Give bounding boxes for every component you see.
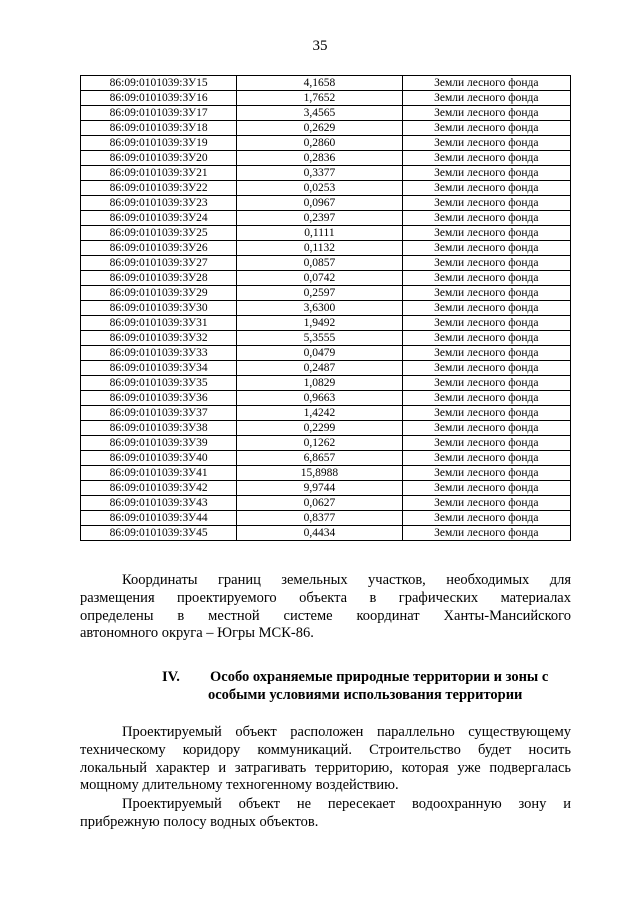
table-row <box>81 181 571 196</box>
table-row <box>81 286 571 301</box>
parcel-id-cell: 86:09:0101039:ЗУ41 <box>81 466 237 481</box>
parcel-area-cell: 1,7652 <box>237 91 402 106</box>
parcel-id-cell: 86:09:0101039:ЗУ16 <box>81 91 237 106</box>
section-title-line1: Особо охраняемые природные территории и зоны с <box>210 669 549 685</box>
parcel-category-cell: Земли лесного фонда <box>402 91 570 106</box>
table-row <box>81 481 571 496</box>
parcel-area-cell: 15,8988 <box>237 466 402 481</box>
parcel-category-cell: Земли лесного фонда <box>402 226 570 241</box>
parcel-category-cell: Земли лесного фонда <box>402 466 570 481</box>
paragraph-line: Проектируемый объект не пересекает водоохранную зону и <box>122 796 571 812</box>
table-row <box>81 256 571 271</box>
parcel-category-cell: Земли лесного фонда <box>402 451 570 466</box>
table-row <box>81 406 571 421</box>
table-row <box>81 376 571 391</box>
parcel-id-cell: 86:09:0101039:ЗУ35 <box>81 376 237 391</box>
table-row <box>81 511 571 526</box>
parcel-category-cell: Земли лесного фонда <box>402 106 570 121</box>
table-row <box>81 271 571 286</box>
parcel-id-cell: 86:09:0101039:ЗУ28 <box>81 271 237 286</box>
table-row <box>81 346 571 361</box>
parcel-category-cell: Земли лесного фонда <box>402 121 570 136</box>
parcel-area-cell: 5,3555 <box>237 331 402 346</box>
parcel-category-cell: Земли лесного фонда <box>402 421 570 436</box>
parcel-area-cell: 0,9663 <box>237 391 402 406</box>
parcel-area-cell: 0,8377 <box>237 511 402 526</box>
table-row <box>81 91 571 106</box>
parcel-id-cell: 86:09:0101039:ЗУ44 <box>81 511 237 526</box>
parcel-category-cell: Земли лесного фонда <box>402 196 570 211</box>
table-row <box>81 76 571 91</box>
parcel-area-cell: 0,4434 <box>237 526 402 541</box>
paragraph-line: локальный характер и затрагивать территорию, которая уже подвергалась <box>80 759 571 776</box>
parcel-category-cell: Земли лесного фонда <box>402 271 570 286</box>
parcel-id-cell: 86:09:0101039:ЗУ27 <box>81 256 237 271</box>
parcel-id-cell: 86:09:0101039:ЗУ23 <box>81 196 237 211</box>
parcel-category-cell: Земли лесного фонда <box>402 256 570 271</box>
parcel-id-cell: 86:09:0101039:ЗУ34 <box>81 361 237 376</box>
parcel-area-cell: 0,1262 <box>237 436 402 451</box>
table-row <box>81 466 571 481</box>
parcel-area-cell: 4,1658 <box>237 76 402 91</box>
parcel-area-cell: 0,1132 <box>237 241 402 256</box>
paragraph-water <box>80 796 571 832</box>
parcel-id-cell: 86:09:0101039:ЗУ40 <box>81 451 237 466</box>
table-row <box>81 436 571 451</box>
parcel-category-cell: Земли лесного фонда <box>402 406 570 421</box>
page-number: 35 <box>312 38 328 54</box>
parcel-category-cell: Земли лесного фонда <box>402 76 570 91</box>
parcel-area-cell: 3,6300 <box>237 301 402 316</box>
parcel-id-cell: 86:09:0101039:ЗУ25 <box>81 226 237 241</box>
parcel-id-cell: 86:09:0101039:ЗУ21 <box>81 166 237 181</box>
parcel-category-cell: Земли лесного фонда <box>402 181 570 196</box>
parcel-area-cell: 0,3377 <box>237 166 402 181</box>
parcel-area-cell: 6,8657 <box>237 451 402 466</box>
parcel-area-cell: 0,0627 <box>237 496 402 511</box>
parcel-area-cell: 1,0829 <box>237 376 402 391</box>
table-row <box>81 241 571 256</box>
table-row <box>81 316 571 331</box>
parcel-area-cell: 0,1111 <box>237 226 402 241</box>
table-row <box>81 136 571 151</box>
parcel-category-cell: Земли лесного фонда <box>402 241 570 256</box>
paragraph-line: размещения проектируемого объекта в графических материалах <box>80 589 571 606</box>
parcel-area-cell: 1,9492 <box>237 316 402 331</box>
parcel-category-cell: Земли лесного фонда <box>402 496 570 511</box>
parcel-category-cell: Земли лесного фонда <box>402 436 570 451</box>
parcel-category-cell: Земли лесного фонда <box>402 361 570 376</box>
paragraph-line: техническому коридору коммуникаций. Строительство будет носить <box>80 741 571 758</box>
parcel-id-cell: 86:09:0101039:ЗУ36 <box>81 391 237 406</box>
parcel-category-cell: Земли лесного фонда <box>402 376 570 391</box>
parcel-area-cell: 0,0479 <box>237 346 402 361</box>
parcel-area-cell: 3,4565 <box>237 106 402 121</box>
table-row <box>81 226 571 241</box>
parcels-table-body <box>81 76 571 541</box>
parcel-category-cell: Земли лесного фонда <box>402 346 570 361</box>
parcel-id-cell: 86:09:0101039:ЗУ22 <box>81 181 237 196</box>
parcel-category-cell: Земли лесного фонда <box>402 481 570 496</box>
paragraph-line: определены в местной системе координат Ханты-Мансийского <box>80 607 571 624</box>
table-row <box>81 196 571 211</box>
parcel-id-cell: 86:09:0101039:ЗУ32 <box>81 331 237 346</box>
table-row <box>81 496 571 511</box>
table-row <box>81 451 571 466</box>
parcel-area-cell: 0,0742 <box>237 271 402 286</box>
paragraph-line: мощному длительному техногенному воздействию. <box>80 777 399 794</box>
parcel-area-cell: 0,0967 <box>237 196 402 211</box>
parcel-id-cell: 86:09:0101039:ЗУ15 <box>81 76 237 91</box>
parcel-id-cell: 86:09:0101039:ЗУ19 <box>81 136 237 151</box>
paragraph-line: прибрежную полосу водных объектов. <box>80 813 319 830</box>
parcel-id-cell: 86:09:0101039:ЗУ37 <box>81 406 237 421</box>
parcel-id-cell: 86:09:0101039:ЗУ43 <box>81 496 237 511</box>
parcel-category-cell: Земли лесного фонда <box>402 166 570 181</box>
parcel-category-cell: Земли лесного фонда <box>402 151 570 166</box>
paragraph-coordinates <box>80 572 571 643</box>
parcel-id-cell: 86:09:0101039:ЗУ31 <box>81 316 237 331</box>
parcel-id-cell: 86:09:0101039:ЗУ39 <box>81 436 237 451</box>
parcel-id-cell: 86:09:0101039:ЗУ45 <box>81 526 237 541</box>
parcel-area-cell: 9,9744 <box>237 481 402 496</box>
parcel-category-cell: Земли лесного фонда <box>402 331 570 346</box>
parcel-id-cell: 86:09:0101039:ЗУ17 <box>81 106 237 121</box>
parcel-area-cell: 0,2629 <box>237 121 402 136</box>
parcel-area-cell: 0,2487 <box>237 361 402 376</box>
section-number: IV. <box>162 669 180 685</box>
paragraph-line: автономного округа – Югры МСК-86. <box>80 625 314 642</box>
parcel-category-cell: Земли лесного фонда <box>402 136 570 151</box>
parcel-category-cell: Земли лесного фонда <box>402 391 570 406</box>
parcel-category-cell: Земли лесного фонда <box>402 316 570 331</box>
paragraph-line: Координаты границ земельных участков, необходимых для <box>122 572 571 588</box>
section-title-line2: особыми условиями использования территории <box>208 687 523 703</box>
parcel-category-cell: Земли лесного фонда <box>402 286 570 301</box>
parcel-area-cell: 0,0253 <box>237 181 402 196</box>
parcel-id-cell: 86:09:0101039:ЗУ33 <box>81 346 237 361</box>
parcel-id-cell: 86:09:0101039:ЗУ42 <box>81 481 237 496</box>
table-row <box>81 106 571 121</box>
parcel-id-cell: 86:09:0101039:ЗУ30 <box>81 301 237 316</box>
parcel-area-cell: 1,4242 <box>237 406 402 421</box>
parcel-id-cell: 86:09:0101039:ЗУ20 <box>81 151 237 166</box>
parcel-id-cell: 86:09:0101039:ЗУ24 <box>81 211 237 226</box>
parcel-area-cell: 0,2597 <box>237 286 402 301</box>
table-row <box>81 151 571 166</box>
table-row <box>81 361 571 376</box>
parcel-id-cell: 86:09:0101039:ЗУ29 <box>81 286 237 301</box>
parcel-category-cell: Земли лесного фонда <box>402 301 570 316</box>
table-row <box>81 211 571 226</box>
parcel-area-cell: 0,2836 <box>237 151 402 166</box>
parcel-id-cell: 86:09:0101039:ЗУ38 <box>81 421 237 436</box>
parcel-category-cell: Земли лесного фонда <box>402 211 570 226</box>
table-row <box>81 391 571 406</box>
table-row <box>81 331 571 346</box>
table-row <box>81 166 571 181</box>
parcel-area-cell: 0,0857 <box>237 256 402 271</box>
parcel-area-cell: 0,2860 <box>237 136 402 151</box>
section-heading <box>80 668 571 704</box>
parcel-category-cell: Земли лесного фонда <box>402 526 570 541</box>
parcel-id-cell: 86:09:0101039:ЗУ18 <box>81 121 237 136</box>
parcel-area-cell: 0,2397 <box>237 211 402 226</box>
parcel-category-cell: Земли лесного фонда <box>402 511 570 526</box>
table-row <box>81 421 571 436</box>
paragraph-object <box>80 724 571 795</box>
paragraph-line: Проектируемый объект расположен параллельно существующему <box>122 724 571 740</box>
table-row <box>81 526 571 541</box>
parcel-id-cell: 86:09:0101039:ЗУ26 <box>81 241 237 256</box>
parcels-table <box>80 75 571 541</box>
table-row <box>81 121 571 136</box>
table-row <box>81 301 571 316</box>
parcel-area-cell: 0,2299 <box>237 421 402 436</box>
